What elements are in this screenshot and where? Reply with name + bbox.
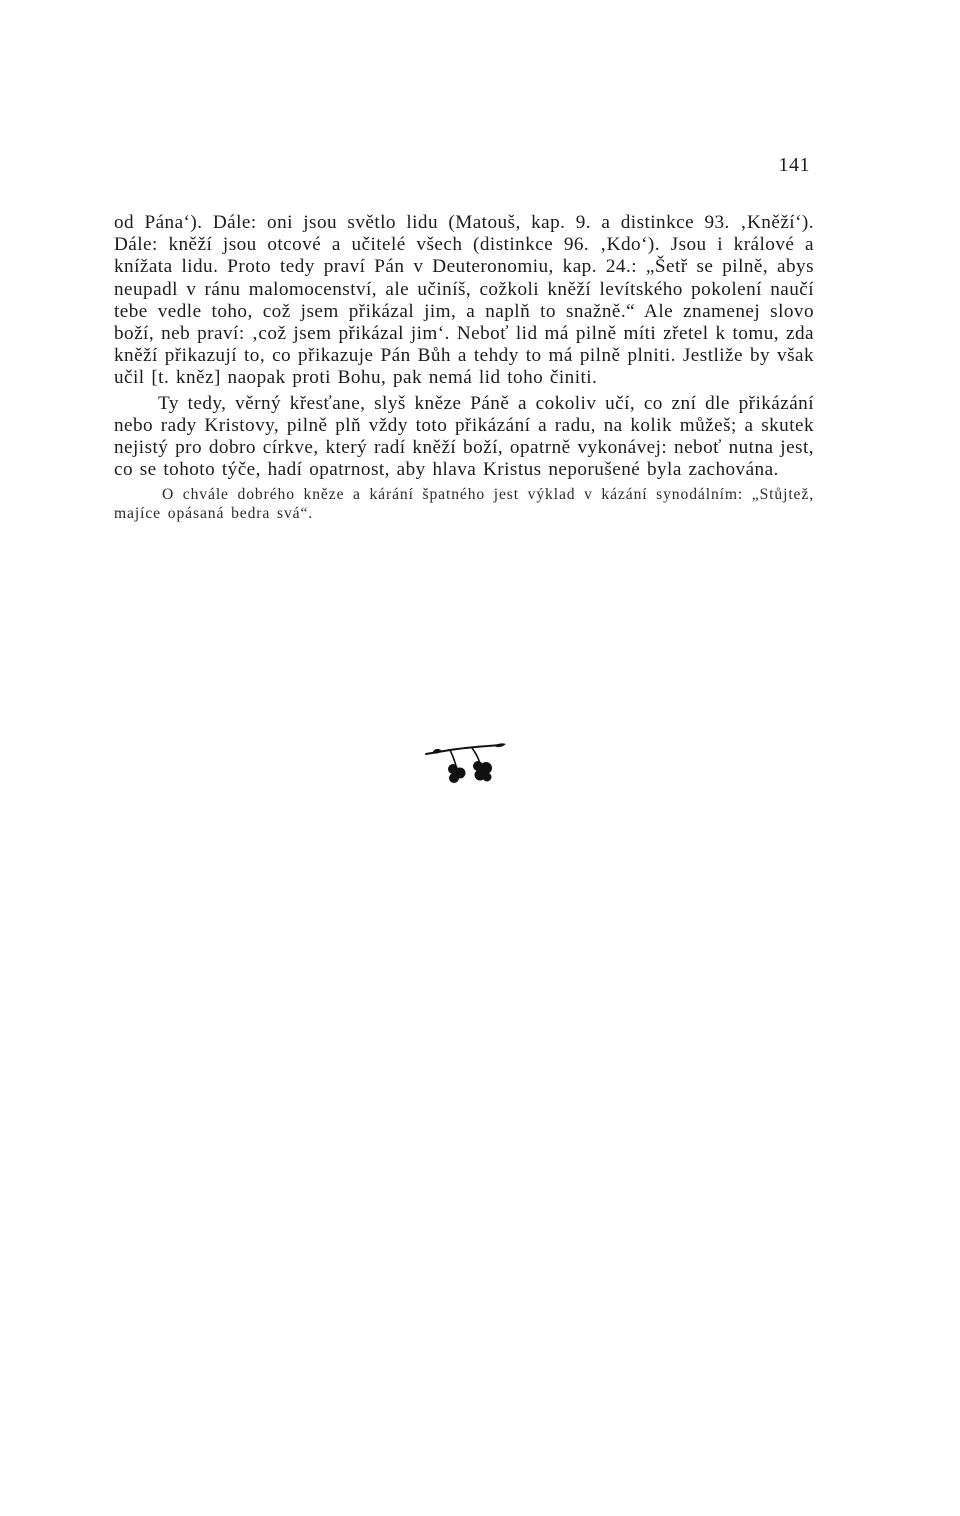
paragraph: od Pána‘). Dále: oni jsou světlo lidu (Matouš, kap. 9. a distinkce 93. ‚Kněží‘). Dále: kněží jsou otcové a učitelé všech (distinkce 96. ‚Kdo‘). Jsou i králové a knížata lidu. Proto tedy praví Pán v Deuteronomiu, kap. 24.: „Šetř se pilně, abys neupadl v ránu malomocenství, ale učiníš, cožkoli kněží levítského pokolení naučí tebe vedle toho, což jsem přikázal jim, a naplň to snažně.“ Ale znamenej slovo boží, neb praví: ‚což jsem přikázal jim‘. Neboť lid má pilně míti zřetel k tomu, zda kněží přikazují to, co přikazuje Pán Bůh a tehdy to má pilně plniti. Jestliže by však učil [t. kněz] naopak proti Bohu, pak nemá lid toho činiti. (114, 212, 814, 389)
body-text (114, 212, 814, 523)
footnote: O chvále dobrého kněze a kárání špatného jest výklad v kázání synodálním: „Stůjtež, majíce opásaná bedra svá“. (114, 486, 814, 523)
page-number: 141 (778, 154, 810, 176)
leaf-branch-icon (420, 742, 510, 792)
paragraph: Ty tedy, věrný křesťane, slyš kněze Páně a cokoliv učí, co zní dle přikázání nebo rady Kristovy, pilně plň vždy toto přikázání a radu, na kolik můžeš; a skutek nejistý pro dobro církve, který radí kněží boží, opatrně vykonávej: neboť nutna jest, co se tohoto týče, hadí opatrnost, aby hlava Kristus neporušené byla zachována. (114, 392, 814, 481)
